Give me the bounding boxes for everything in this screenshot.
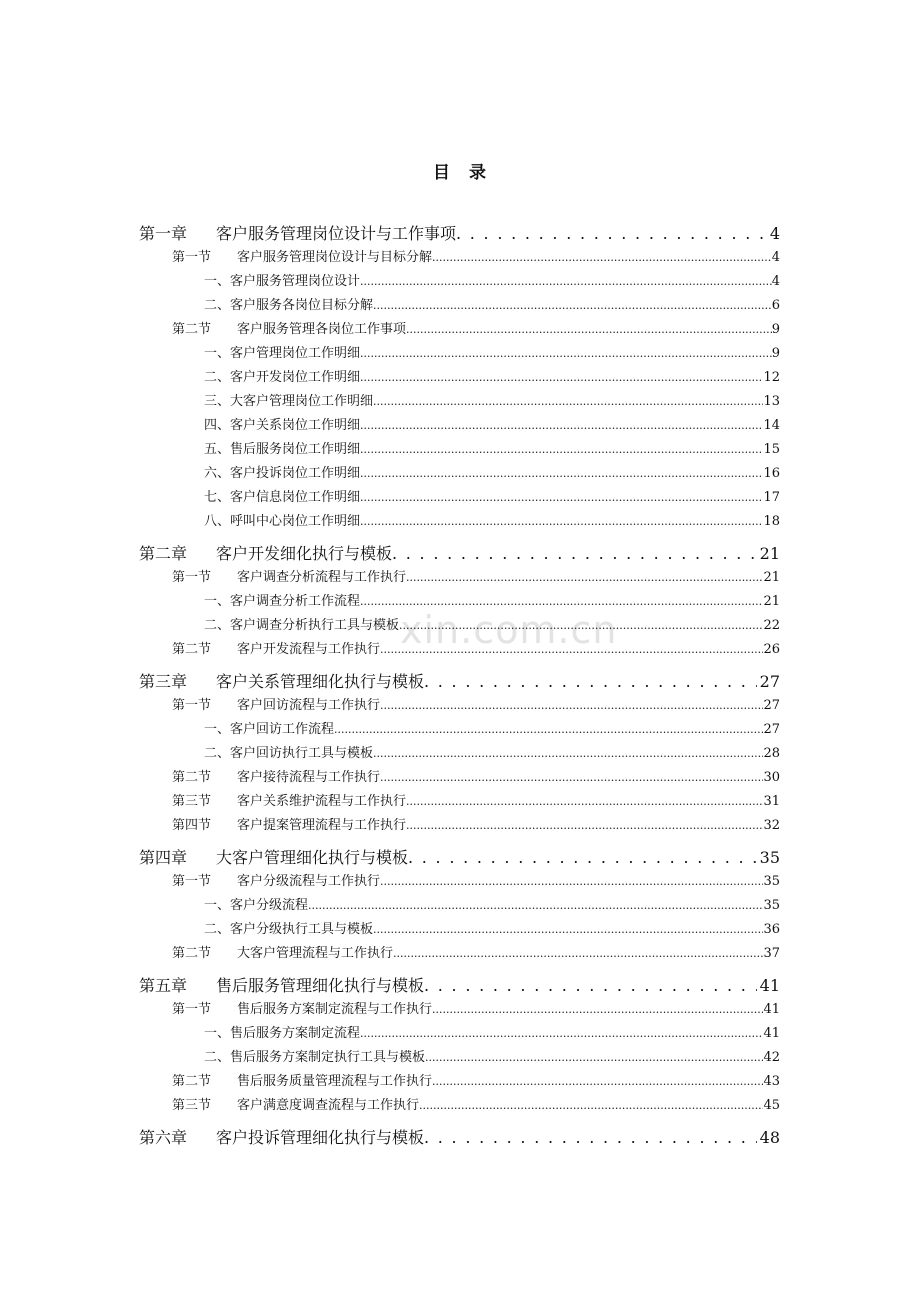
toc-chapter-row[interactable]: [139, 1126, 780, 1150]
watermark-text: xin.com.cn: [400, 608, 618, 652]
chapter-title: [139, 1126, 424, 1150]
item-title: [204, 390, 373, 414]
item-name: 二、售后服务方案制定执行工具与模板: [204, 1050, 426, 1065]
section-name: 客户服务管理各岗位工作事项: [237, 322, 407, 337]
item-name: 八、呼叫中心岗位工作明细: [204, 514, 361, 529]
item-name: 一、客户管理岗位工作明细: [204, 346, 361, 361]
page-number: 28: [763, 746, 780, 761]
item-name: 二、客户服务各岗位目标分解: [204, 298, 374, 313]
section-name: 客户服务管理岗位设计与目标分解: [237, 250, 433, 265]
page-number: 30: [763, 770, 780, 785]
section-number: 第二节: [172, 946, 212, 961]
item-name: 二、客户分级执行工具与模板: [204, 922, 374, 937]
section-name: 客户关系维护流程与工作执行: [237, 794, 407, 809]
chapter-name: 客户开发细化执行与模板: [216, 544, 393, 563]
item-title: [204, 366, 360, 390]
dot-leader: [334, 718, 763, 742]
chapter-group: [139, 542, 780, 662]
toc-chapter-row[interactable]: [139, 846, 780, 870]
item-title: [204, 894, 308, 918]
chapter-name: 售后服务管理细化执行与模板: [216, 976, 425, 995]
item-title: [204, 270, 360, 294]
dot-leader: [360, 1022, 763, 1046]
toc-item-row[interactable]: [139, 342, 780, 366]
dot-leader: [456, 222, 767, 246]
page-number: 27: [763, 698, 780, 713]
toc-section-row[interactable]: [139, 638, 780, 662]
dot-leader: [308, 894, 763, 918]
toc-item-row[interactable]: [139, 918, 780, 942]
dot-leader: [406, 790, 763, 814]
page-number: 41: [763, 1026, 780, 1041]
section-title: [172, 638, 380, 662]
section-number: 第一节: [172, 698, 212, 713]
dot-leader: [360, 366, 763, 390]
dot-leader: [432, 246, 772, 270]
section-number: 第二节: [172, 642, 212, 657]
page-number: 37: [763, 946, 780, 961]
chapter-number: 第五章: [139, 976, 188, 995]
section-name: 大客户管理流程与工作执行: [237, 946, 394, 961]
dot-leader: [419, 1094, 763, 1118]
page-number: 31: [763, 794, 780, 809]
dot-leader: [360, 510, 763, 534]
dot-leader: [360, 414, 763, 438]
toc-item-row[interactable]: [139, 366, 780, 390]
dot-leader: [380, 766, 763, 790]
toc-section-row[interactable]: [139, 566, 780, 590]
page-number: 4: [771, 250, 780, 265]
item-title: [204, 1046, 425, 1070]
chapter-title: [139, 974, 424, 998]
section-name: 客户回访流程与工作执行: [237, 698, 381, 713]
toc-section-row[interactable]: [139, 1094, 780, 1118]
toc-item-row[interactable]: [139, 718, 780, 742]
toc-section-row[interactable]: [139, 814, 780, 838]
page-number: 26: [763, 642, 780, 657]
section-number: 第二节: [172, 1074, 212, 1089]
dot-leader: [406, 566, 763, 590]
page-number: 14: [763, 418, 780, 433]
toc-section-row[interactable]: [139, 790, 780, 814]
dot-leader: [360, 590, 763, 614]
chapter-name: 客户服务管理岗位设计与工作事项: [216, 224, 457, 243]
section-number: 第四节: [172, 818, 212, 833]
chapter-name: 大客户管理细化执行与模板: [216, 848, 409, 867]
item-title: [204, 918, 373, 942]
item-title: [204, 438, 360, 462]
toc-section-row[interactable]: [139, 942, 780, 966]
dot-leader: [393, 942, 763, 966]
item-name: 一、客户调查分析工作流程: [204, 594, 361, 609]
page-number: 41: [763, 1002, 780, 1017]
section-number: 第二节: [172, 322, 212, 337]
section-title: [172, 870, 380, 894]
dot-leader: [424, 1126, 757, 1150]
dot-leader: [373, 918, 763, 942]
item-name: 七、客户信息岗位工作明细: [204, 490, 361, 505]
section-name: 客户开发流程与工作执行: [237, 642, 381, 657]
page-number: 9: [771, 322, 780, 337]
item-title: [204, 1022, 360, 1046]
table-of-contents: [139, 218, 780, 1158]
chapter-number: 第六章: [139, 1128, 188, 1147]
toc-chapter-row[interactable]: [139, 974, 780, 998]
toc-item-row[interactable]: [139, 438, 780, 462]
dot-leader: [380, 870, 763, 894]
item-name: 一、客户分级流程: [204, 898, 309, 913]
toc-section-row[interactable]: [139, 246, 780, 270]
section-title: [172, 790, 406, 814]
chapter-group: [139, 846, 780, 966]
section-name: 客户提案管理流程与工作执行: [237, 818, 407, 833]
section-name: 客户调查分析流程与工作执行: [237, 570, 407, 585]
toc-chapter-row[interactable]: [139, 542, 780, 566]
page-number: 35: [763, 874, 780, 889]
page-number: 35: [759, 848, 780, 867]
dot-leader: [380, 638, 763, 662]
chapter-group: [139, 222, 780, 534]
section-number: 第一节: [172, 1002, 212, 1017]
item-name: 一、客户回访工作流程: [204, 722, 335, 737]
section-number: 第一节: [172, 570, 212, 585]
dot-leader: [432, 1070, 763, 1094]
toc-chapter-row[interactable]: [139, 222, 780, 246]
chapter-title: [139, 222, 456, 246]
dot-leader: [373, 742, 763, 766]
section-title: [172, 766, 380, 790]
item-title: [204, 414, 360, 438]
page-number: 9: [771, 346, 780, 361]
chapter-group: [139, 974, 780, 1118]
dot-leader: [360, 462, 763, 486]
dot-leader: [360, 342, 772, 366]
toc-section-row[interactable]: [139, 998, 780, 1022]
dot-leader: [406, 814, 763, 838]
section-number: 第三节: [172, 1098, 212, 1113]
page-number: 15: [763, 442, 780, 457]
toc-item-row[interactable]: [139, 510, 780, 534]
section-title: [172, 814, 406, 838]
dot-leader: [373, 294, 772, 318]
page-number: 16: [763, 466, 780, 481]
dot-leader: [392, 542, 757, 566]
dot-leader: [408, 846, 757, 870]
page-number: 12: [763, 370, 780, 385]
chapter-title: [139, 846, 408, 870]
chapter-title: [139, 542, 392, 566]
page-number: 43: [763, 1074, 780, 1089]
item-title: [204, 342, 360, 366]
item-title: [204, 718, 334, 742]
toc-item-row[interactable]: [139, 742, 780, 766]
section-number: 第一节: [172, 874, 212, 889]
page-number: 45: [763, 1098, 780, 1113]
section-name: 售后服务方案制定流程与工作执行: [237, 1002, 433, 1017]
toc-item-row[interactable]: [139, 414, 780, 438]
page-number: 21: [759, 544, 780, 563]
dot-leader: [373, 390, 763, 414]
section-number: 第二节: [172, 770, 212, 785]
section-name: 客户接待流程与工作执行: [237, 770, 381, 785]
section-name: 售后服务质量管理流程与工作执行: [237, 1074, 433, 1089]
toc-item-row[interactable]: [139, 1046, 780, 1070]
toc-section-row[interactable]: [139, 694, 780, 718]
page-number: 21: [763, 570, 780, 585]
page-number: 41: [759, 976, 780, 995]
dot-leader: [424, 974, 757, 998]
chapter-group: [139, 1126, 780, 1150]
toc-item-row[interactable]: [139, 270, 780, 294]
item-title: [204, 510, 360, 534]
dot-leader: [399, 614, 763, 638]
page-number: 27: [763, 722, 780, 737]
toc-item-row[interactable]: [139, 294, 780, 318]
chapter-name: 客户投诉管理细化执行与模板: [216, 1128, 425, 1147]
item-name: 二、客户开发岗位工作明细: [204, 370, 361, 385]
item-name: 一、客户服务管理岗位设计: [204, 274, 361, 289]
item-name: 二、客户调查分析执行工具与模板: [204, 618, 400, 633]
page-number: 48: [759, 1128, 780, 1147]
section-number: 第一节: [172, 250, 212, 265]
dot-leader: [424, 670, 757, 694]
item-name: 一、售后服务方案制定流程: [204, 1026, 361, 1041]
chapter-number: 第二章: [139, 544, 188, 563]
section-title: [172, 942, 393, 966]
section-title: [172, 566, 406, 590]
toc-item-row[interactable]: [139, 614, 780, 638]
page-number: 32: [763, 818, 780, 833]
dot-leader: [360, 486, 763, 510]
toc-item-row[interactable]: [139, 894, 780, 918]
section-title: [172, 1070, 432, 1094]
item-title: [204, 742, 373, 766]
toc-section-row[interactable]: [139, 870, 780, 894]
toc-item-row[interactable]: [139, 462, 780, 486]
page-number: 35: [763, 898, 780, 913]
item-title: [204, 486, 360, 510]
dot-leader: [360, 438, 763, 462]
toc-section-row[interactable]: [139, 318, 780, 342]
toc-chapter-row[interactable]: [139, 670, 780, 694]
section-title: [172, 998, 432, 1022]
toc-item-row[interactable]: [139, 390, 780, 414]
toc-title: 目 录: [433, 163, 487, 183]
dot-leader: [406, 318, 772, 342]
page-number: 13: [763, 394, 780, 409]
section-name: 客户分级流程与工作执行: [237, 874, 381, 889]
section-title: [172, 318, 406, 342]
section-number: 第三节: [172, 794, 212, 809]
page-number: 22: [763, 618, 780, 633]
item-title: [204, 614, 399, 638]
section-title: [172, 246, 432, 270]
chapter-number: 第一章: [139, 224, 188, 243]
item-name: 二、客户回访执行工具与模板: [204, 746, 374, 761]
section-name: 客户满意度调查流程与工作执行: [237, 1098, 420, 1113]
dot-leader: [360, 270, 772, 294]
chapter-number: 第三章: [139, 672, 188, 691]
page-number: 4: [771, 274, 780, 289]
page-number: 4: [769, 224, 780, 243]
chapter-name: 客户关系管理细化执行与模板: [216, 672, 425, 691]
section-title: [172, 1094, 419, 1118]
item-name: 五、售后服务岗位工作明细: [204, 442, 361, 457]
page-number: 27: [759, 672, 780, 691]
dot-leader: [432, 998, 763, 1022]
item-title: [204, 590, 360, 614]
toc-section-row[interactable]: [139, 1070, 780, 1094]
toc-section-row[interactable]: [139, 766, 780, 790]
chapter-group: [139, 670, 780, 838]
toc-item-row[interactable]: [139, 1022, 780, 1046]
toc-item-row[interactable]: [139, 590, 780, 614]
page-number: 18: [763, 514, 780, 529]
page-number: 36: [763, 922, 780, 937]
page-number: 17: [763, 490, 780, 505]
chapter-title: [139, 670, 424, 694]
chapter-number: 第四章: [139, 848, 188, 867]
section-title: [172, 694, 380, 718]
page-number: 21: [763, 594, 780, 609]
dot-leader: [380, 694, 763, 718]
item-name: 六、客户投诉岗位工作明细: [204, 466, 361, 481]
item-title: [204, 462, 360, 486]
page-number: 6: [771, 298, 780, 313]
item-title: [204, 294, 373, 318]
item-name: 四、客户关系岗位工作明细: [204, 418, 361, 433]
dot-leader: [425, 1046, 763, 1070]
toc-item-row[interactable]: [139, 486, 780, 510]
item-name: 三、大客户管理岗位工作明细: [204, 394, 374, 409]
page-number: 42: [763, 1050, 780, 1065]
